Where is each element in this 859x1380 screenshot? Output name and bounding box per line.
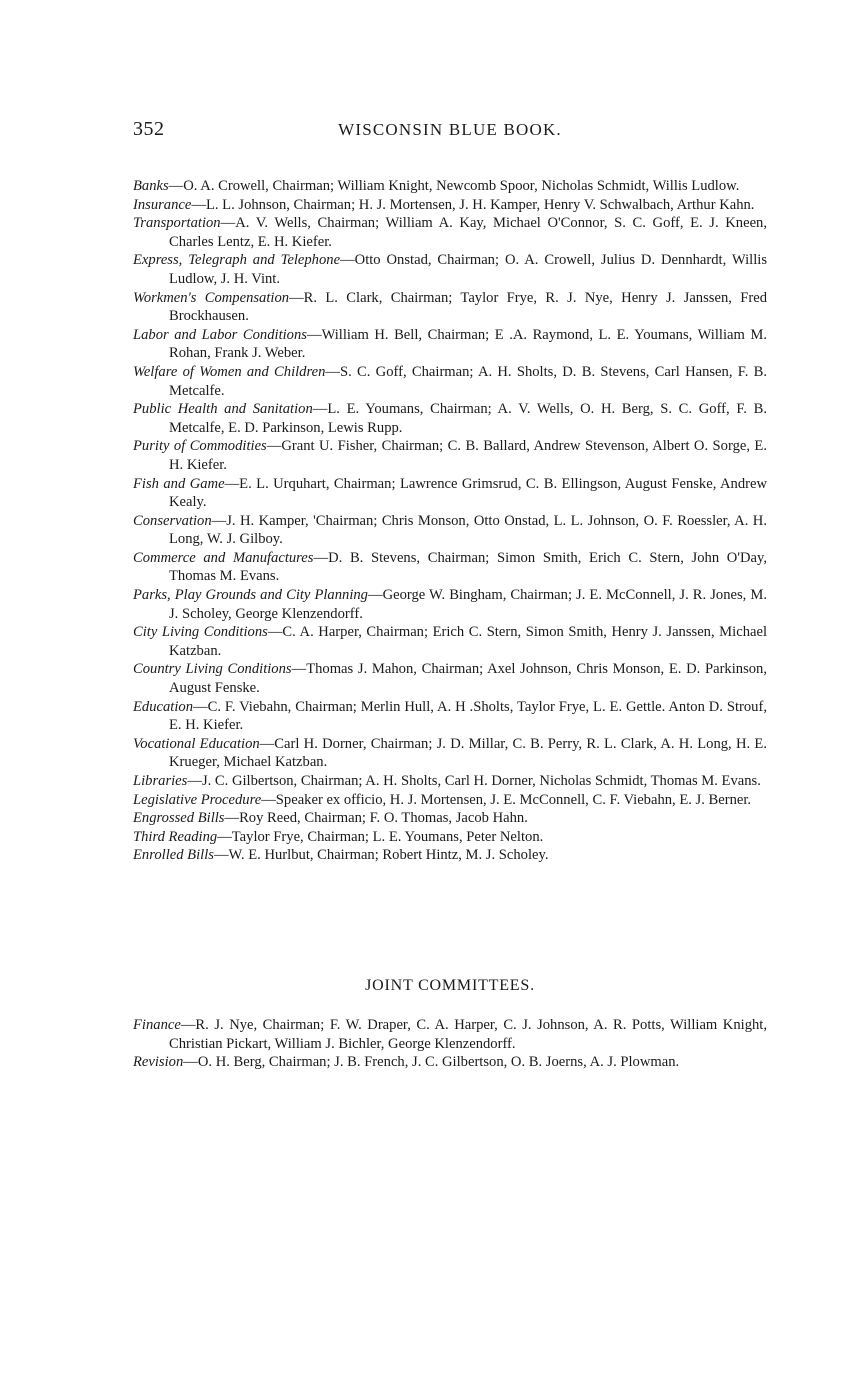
committee-members: —Otto Onstad, Chairman; O. A. Crowell, Julius D. Dennhardt, Willis Ludlow, J. H. Vint. (169, 252, 767, 287)
committee-entry (133, 809, 767, 828)
committee-members: —O. A. Crowell, Chairman; William Knight, Newcomb Spoor, Nicholas Schmidt, Willis Ludlow. (168, 178, 740, 194)
committee-entry (133, 326, 767, 363)
committee-name: Labor and Labor Conditions (133, 326, 307, 343)
committee-name: Express, Telegraph and Telephone (133, 252, 341, 269)
committee-name: Transportation (133, 215, 221, 232)
committee-members: —C. F. Viebahn, Chairman; Merlin Hull, A. H .Sholts, Taylor Frye, L. E. Gettle. Anton D. Strouf, E. H. Kiefer. (169, 698, 767, 734)
committee-entry (133, 214, 767, 251)
committee-name: Fish and Game (133, 475, 225, 492)
committee-members: —E. L. Urquhart, Chairman; Lawrence Grimsrud, C. B. Ellingson, August Fenske, Andrew Kealy. (169, 475, 767, 511)
committee-entry (133, 1053, 767, 1072)
committee-members: —Speaker ex officio, H. J. Mortensen, J. E. McConnell, C. F. Viebahn, E. J. Berner. (261, 791, 752, 808)
page-number: 352 (133, 118, 165, 140)
joint-committees-heading: JOINT COMMITTEES. (365, 977, 535, 994)
committee-members: —Thomas J. Mahon, Chairman; Axel Johnson, Chris Monson, E. D. Parkinson, August Fenske. (169, 661, 767, 697)
committee-members: —Carl H. Dorner, Chairman; J. D. Millar, C. B. Perry, R. L. Clark, A. H. Long, H. E. Krueger, Michael Katzban. (169, 735, 767, 771)
committee-members: —Taylor Frye, Chairman; L. E. Youmans, Peter Nelton. (217, 828, 544, 845)
committee-name: Libraries (133, 773, 188, 789)
committee-entry (133, 400, 767, 437)
committee-name: Revision (133, 1054, 184, 1071)
committee-name: Vocational Education (133, 735, 260, 752)
committee-members: —Grant U. Fisher, Chairman; C. B. Ballard, Andrew Stevenson, Albert O. Sorge, E. H. Kiefer. (169, 438, 767, 473)
committee-members: —W. E. Hurlbut, Chairman; Robert Hintz, M. J. Scholey. (213, 847, 549, 864)
committee-name: Finance (133, 1017, 181, 1033)
committee-entry (133, 846, 767, 865)
committee-entry (133, 549, 767, 586)
committee-entry (133, 251, 767, 288)
committee-members: —S. C. Goff, Chairman; A. H. Sholts, D. B. Stevens, Carl Hansen, F. B. Metcalfe. (169, 363, 767, 399)
committee-members: —L. E. Youmans, Chairman; A. V. Wells, O. H. Berg, S. C. Goff, F. B. Metcalfe, E. D. Parkinson, Lewis Rupp. (169, 401, 768, 436)
committee-entry (133, 586, 767, 623)
committee-members: —Roy Reed, Chairman; F. O. Thomas, Jacob Hahn. (224, 810, 528, 827)
committee-entry (133, 512, 767, 549)
committee-entry (133, 475, 767, 512)
committee-name: Country Living Conditions (133, 661, 292, 678)
committee-members: —A. V. Wells, Chairman; William A. Kay, Michael O'Connor, S. C. Goff, E. J. Kneen, Charles Lentz, E. H. Kiefer. (169, 215, 767, 250)
committee-name: Welfare of Women and Children (133, 363, 326, 380)
committee-name: Parks, Play Grounds and City Planning (133, 587, 368, 604)
committee-entry (133, 437, 767, 474)
standing-committees-list (133, 177, 767, 865)
committee-entry (133, 735, 767, 772)
committee-entry (133, 660, 767, 697)
committee-name: Enrolled Bills (133, 847, 214, 864)
committee-entry (133, 791, 767, 810)
committee-members: —R. J. Nye, Chairman; F. W. Draper, C. A. Harper, C. J. Johnson, A. R. Potts, William Knight, Christian Pickart, William J. Bichler, George Klenzendorff. (169, 1017, 767, 1052)
committee-members: —William H. Bell, Chairman; E .A. Raymond, L. E. Youmans, William M. Rohan, Frank J. Weber. (169, 326, 767, 362)
committee-members: —R. L. Clark, Chairman; Taylor Frye, R. J. Nye, Henry J. Janssen, Fred Brockhausen. (169, 289, 767, 325)
committee-name: Public Health and Sanitation (133, 401, 313, 418)
book-title: WISCONSIN BLUE BOOK. (338, 120, 562, 139)
committee-members: —George W. Bingham, Chairman; J. E. McConnell, J. R. Jones, M. J. Scholey, George Klenzendorff. (169, 587, 767, 622)
committee-entry (133, 1016, 767, 1053)
committee-entry (133, 196, 767, 215)
committee-entry (133, 177, 767, 196)
committee-name: Education (133, 698, 193, 715)
committee-name: Engrossed Bills (133, 810, 225, 827)
committee-name: Banks (133, 178, 169, 194)
committee-entry (133, 828, 767, 847)
committee-members: —O. H. Berg, Chairman; J. B. French, J. C. Gilbertson, O. B. Joerns, A. J. Plowman. (183, 1054, 680, 1071)
committee-name: Purity of Commodities (133, 438, 267, 455)
joint-committees-list (133, 1016, 767, 1072)
running-head (133, 118, 767, 146)
committee-entry (133, 289, 767, 326)
committee-members: —C. A. Harper, Chairman; Erich C. Stern, Simon Smith, Henry J. Janssen, Michael Katzban. (169, 624, 767, 659)
committee-name: Commerce and Manufactures (133, 549, 314, 566)
committee-entry (133, 772, 767, 791)
committee-name: Insurance (133, 196, 192, 213)
committee-name: Third Reading (133, 828, 218, 845)
committee-entry (133, 363, 767, 400)
committee-members: —L. L. Johnson, Chairman; H. J. Mortensen, J. H. Kamper, Henry V. Schwalbach, Arthur Kahn. (191, 196, 755, 213)
committee-members: —D. B. Stevens, Chairman; Simon Smith, Erich C. Stern, John O'Day, Thomas M. Evans. (169, 549, 767, 585)
committee-name: Workmen's Compensation (133, 289, 290, 306)
committee-members: —J. C. Gilbertson, Chairman; A. H. Sholts, Carl H. Dorner, Nicholas Schmidt, Thomas M. Evans. (187, 773, 761, 789)
committee-members: —J. H. Kamper, 'Chairman; Chris Monson, Otto Onstad, L. L. Johnson, O. F. Roessler, A. H. Long, W. J. Gilboy. (169, 512, 767, 548)
committee-name: City Living Conditions (133, 624, 268, 641)
committee-entry (133, 623, 767, 660)
committee-name: Conservation (133, 512, 212, 529)
committee-entry (133, 698, 767, 735)
committee-name: Legislative Procedure (133, 791, 262, 808)
